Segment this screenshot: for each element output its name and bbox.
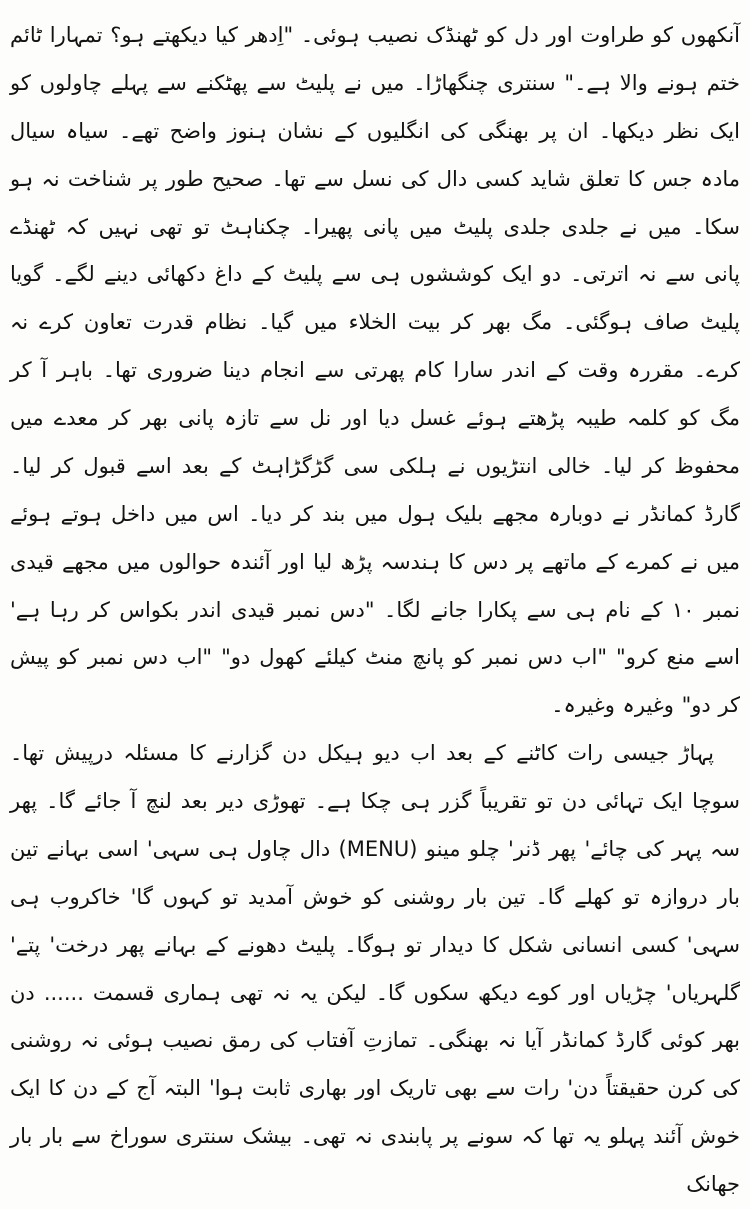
- paragraph-1: آنکھوں کو طراوت اور دل کو ٹھنڈک نصیب ہوئی۔ "اِدھر کیا دیکھتے ہو؟ تمہارا ٹائم ختم ہونے والا ہے۔" سنتری چنگھاڑا۔ میں نے پلیٹ سے پھٹکنے سے پہلے چاولوں کو ایک نظر دیکھا۔ ان پر بھنگی کی انگلیوں کے نشان ہنوز واضح تھے۔ سیاہ سیال مادہ جس کا تعلق شاید کسی دال کی نسل سے تھا۔ صحیح طور پر شناخت نہ ہو سکا۔ میں نے جلدی جلدی پلیٹ میں پانی پھیرا۔ چکناہٹ تو تھی نہیں کہ ٹھنڈے پانی سے نہ اترتی۔ دو ایک کوششوں ہی سے پلیٹ کے داغ دکھائی دینے لگے۔ گویا پلیٹ صاف ہوگئی۔ مگ بھر کر بیت الخلاء میں گیا۔ نظام قدرت تعاون کرے نہ کرے۔ مقررہ وقت کے اندر سارا کام پھرتی سے انجام دینا ضروری تھا۔ باہر آ کر مگ کو کلمہ طیبہ پڑھتے ہوئے غسل دیا اور نل سے تازہ پانی بھر کر معدے میں محفوظ کر لیا۔ خالی انتڑیوں نے ہلکی سی گڑگڑاہٹ کے بعد اسے قبول کر لیا۔ گارڈ کمانڈر نے دوبارہ مجھے بلیک ہول میں بند کر دیا۔ اس میں داخل ہوتے ہوئے میں نے کمرے کے ماتھے پر دس کا ہندسہ پڑھ لیا اور آئندہ حوالوں میں مجھے قیدی نمبر ۱۰ کے نام ہی سے پکارا جانے لگا۔ "دس نمبر قیدی اندر بکواس کر رہا ہے' اسے منع کرو" "اب دس نمبر کو پانچ منٹ کیلئے کھول دو" "اب دس نمبر کو پیش کر دو" وغیرہ وغیرہ۔: [10, 23, 740, 718]
- paragraph-2: پہاڑ جیسی رات کاٹنے کے بعد اب دیو ہیکل دن گزارنے کا مسئلہ درپیش تھا۔ سوچا ایک تہائی دن تو تقریباً گزر ہی چکا ہے۔ تھوڑی دیر بعد لنچ آ جائے گا۔ پھر سہ پہر کی چائے' پھر ڈنر' چلو مینو (MENU) دال چاول ہی سہی' اسی بہانے تین بار دروازہ تو کھلے گا۔ تین بار روشنی کو خوش آمدید تو کہوں گا' خاکروب ہی سہی' کسی انسانی شکل کا دیدار تو ہوگا۔ پلیٹ دھونے کے بہانے پھر درخت' پتے' گلہریاں' چڑیاں اور کوے دیکھ سکوں گا۔ لیکن یہ نہ تھی ہماری قسمت ...... دن بھر کوئی گارڈ کمانڈر آیا نہ بھنگی۔ تمازتِ آفتاب کی رمق نصیب ہوئی نہ روشنی کی کرن حقیقتاً دن' رات سے بھی تاریک اور بھاری ثابت ہوا' البتہ آج کے دن کا ایک خوش آئند پہلو یہ تھا کہ سونے پر پابندی نہ تھی۔ بیشک سنتری سوراخ سے بار بار جھانک: [10, 741, 740, 1196]
